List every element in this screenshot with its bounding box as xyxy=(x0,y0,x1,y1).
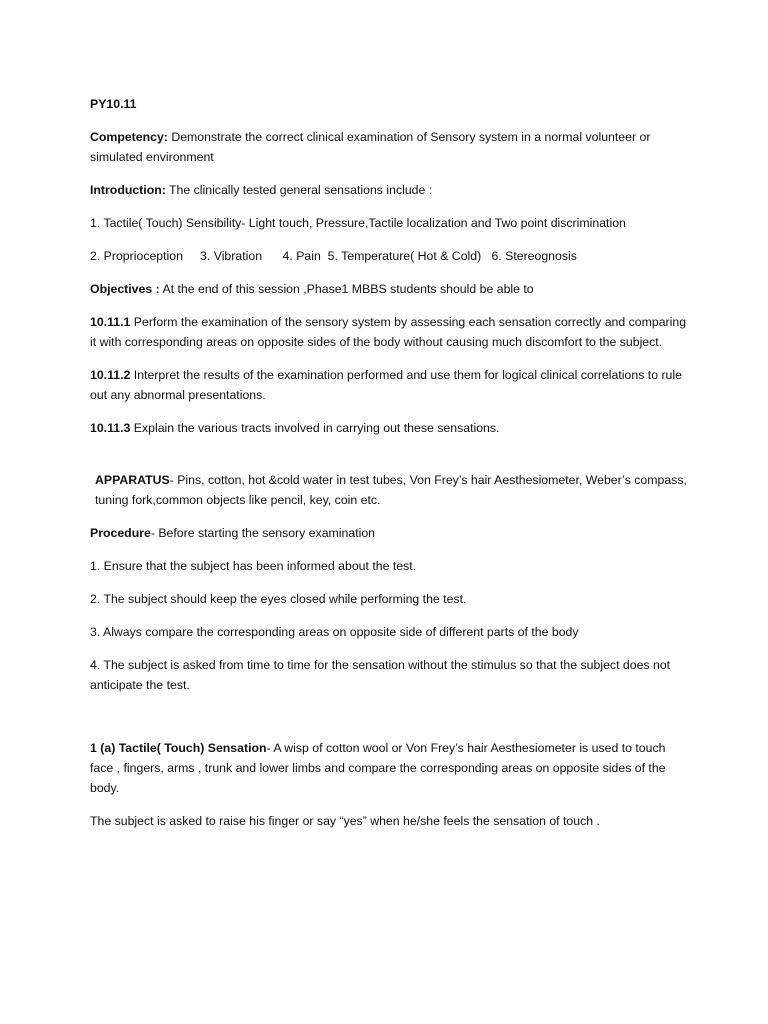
objectives-text: At the end of this session ,Phase1 MBBS students should be able to xyxy=(159,282,534,296)
objective-text: Perform the examination of the sensory system by assessing each sensation correctly and comparing it with corresponding areas on opposite sides of the body without causing much discomfort to the subject. xyxy=(90,315,687,349)
procedure-step: 4. The subject is asked from time to time for the sensation without the stimulus so that the subject does not anticipate the test. xyxy=(90,658,671,692)
introduction-paragraph xyxy=(90,180,690,200)
competency-text: Demonstrate the correct clinical examination of Sensory system in a normal volunteer or simulated environment xyxy=(90,130,651,164)
procedure-paragraph xyxy=(90,523,690,543)
objectives-paragraph xyxy=(90,279,690,299)
objective-item xyxy=(90,365,690,405)
procedure-text: - Before starting the sensory examination xyxy=(150,526,376,540)
objective-number: 10.11.3 xyxy=(90,421,131,435)
procedure-step: 1. Ensure that the subject has been informed about the test. xyxy=(90,559,417,573)
introduction-label: Introduction: xyxy=(90,183,166,197)
objective-number: 10.11.1 xyxy=(90,315,131,329)
objectives-label: Objectives : xyxy=(90,282,160,296)
apparatus-text: - Pins, cotton, hot &cold water in test tubes, Von Frey’s hair Aesthesiometer, Weber’s compass, tuning fork,common objects like pencil, key, coin etc. xyxy=(95,473,687,507)
section-code xyxy=(90,94,690,114)
procedure-label: Procedure xyxy=(90,526,151,540)
section-code-text: PY10.11 xyxy=(90,97,137,111)
objective-item xyxy=(90,418,690,438)
procedure-step: 2. The subject should keep the eyes closed while performing the test. xyxy=(90,592,467,606)
objective-text: Interpret the results of the examination performed and use them for logical clinical correlations to rule out any abnormal presentations. xyxy=(90,368,682,402)
objective-item xyxy=(90,312,690,352)
objective-text: Explain the various tracts involved in carrying out these sensations. xyxy=(130,421,500,435)
tactile-note: The subject is asked to raise his finger or say “yes” when he/she feels the sensation of touch . xyxy=(90,814,600,828)
objective-number: 10.11.2 xyxy=(90,368,131,382)
sensation-line-1: 1. Tactile( Touch) Sensibility- Light touch, Pressure,Tactile localization and Two point discrimination xyxy=(90,216,626,230)
competency-label: Competency: xyxy=(90,130,168,144)
competency-paragraph xyxy=(90,127,690,167)
procedure-step: 3. Always compare the corresponding areas on opposite side of different parts of the body xyxy=(90,625,579,639)
tactile-label: 1 (a) Tactile( Touch) Sensation xyxy=(90,741,267,755)
apparatus-paragraph xyxy=(90,470,690,510)
apparatus-label: APPARATUS xyxy=(95,473,170,487)
introduction-text: The clinically tested general sensations include : xyxy=(165,183,433,197)
tactile-paragraph xyxy=(90,738,690,798)
tactile-text: - A wisp of cotton wool or Von Frey’s hair Aesthesiometer is used to touch face , fingers, arms , trunk and lower limbs and compare the corresponding areas on opposite sides of the body. xyxy=(90,741,666,795)
document-page xyxy=(90,94,690,844)
sensation-line-2: 2. Proprioception 3. Vibration 4. Pain 5. Temperature( Hot & Cold) 6. Stereognosis xyxy=(90,249,577,263)
